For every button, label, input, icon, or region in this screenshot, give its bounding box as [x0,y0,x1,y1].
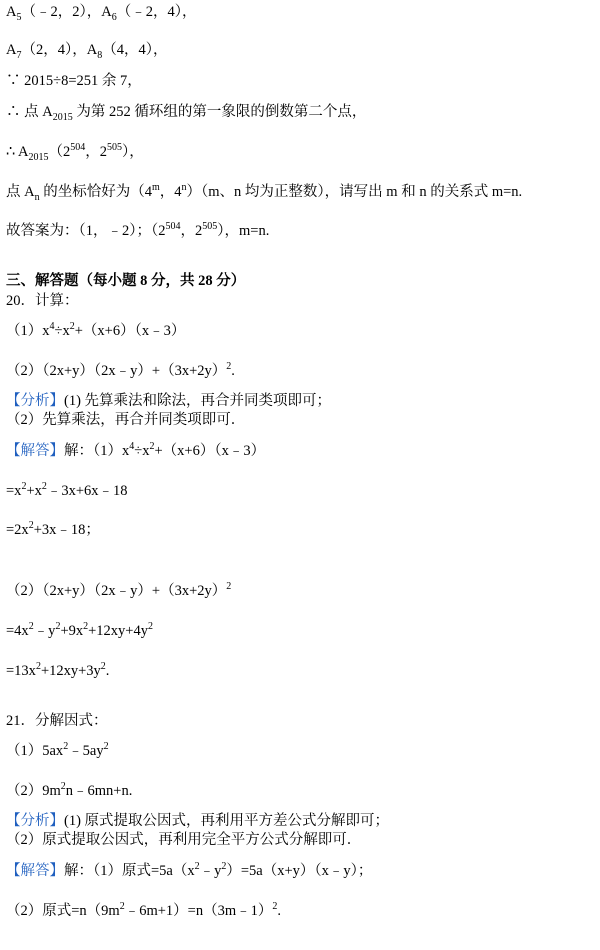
solution-tag: 【解答】 [6,863,64,879]
line-text: 解：（1）原式$=5a(x^2﹣y^2)=5a(x+y)(x﹣y)$； [64,861,373,879]
question-title-text: 20．计算： [6,293,79,309]
line-text: ∴ 点 $A_{2015}$ 为第 252 循环组的第一象限的倒数第二个点， [6,104,367,123]
solution-20-line-2 [6,482,128,500]
analysis-21-line-1 [6,812,389,830]
solution-20-line-1 [6,442,265,460]
line-text: 故答案为：（1，﹣2）；（$2^{504}$，$2^{505}$），m=n. [6,221,270,239]
text-line-answer [6,222,269,240]
line-text: $=13x^2+12xy+3y^2$. [6,661,110,679]
line-text: $(2)(2x+y)(2x﹣y)+(3x+2y)^2$. [6,361,235,379]
text-line-a7-a8 [6,41,167,59]
text-line-an-relation [6,183,522,201]
question-20-title [6,292,79,310]
question-title-text: 21．分解因式： [6,713,108,729]
line-text: $A_5(﹣2$，2），$A_6(﹣2$，4）， [6,4,197,23]
line-text: (1) 原式提取公因式，再利用平方差公式分解即可； [64,813,390,829]
line-text: （2）先算乘法，再合并同类项即可． [6,412,246,428]
question-21-part-1 [6,742,109,760]
line-text: ∵ 2015÷8=251 余 7， [6,73,142,89]
analysis-tag: 【分析】 [6,393,64,409]
solution-20-line-6 [6,662,109,680]
line-text: 点 $A_n$ 的坐标恰好为（4$^m$，4$^n$）（m、n 均为正整数），请写出 m 和 n 的关系式 m=n. [6,182,523,203]
line-text: (1) 先算乘法和除法，再合并同类项即可； [64,393,332,409]
line-text: $(2)9m^2n﹣6mn+n$. [6,781,133,799]
analysis-20-line-1 [6,392,331,410]
text-line-point-position [6,103,366,121]
question-21-title [6,712,108,730]
analysis-21-line-2 [6,831,361,849]
solution-21-line-2 [6,902,281,920]
line-text: $(1)x^4\div x^2+(x+6)(x﹣3)$ [6,321,186,339]
question-21-part-2 [6,782,132,800]
solution-tag: 【解答】 [6,443,64,459]
line-text: $A_7(2$，4），$A_8(4$，4）， [6,42,168,61]
solution-20-line-5 [6,622,153,640]
question-20-part-2 [6,362,235,380]
line-text: （2）原式提取公因式，再利用完全平方公式分解即可． [6,832,362,848]
line-text: ∴ $A_{2015}(2^{504}$，$2^{505}$）， [6,142,144,163]
line-text: $(1)5ax^2﹣5ay^2$ [6,741,109,759]
line-text: （2）原式$=n(9m^2﹣6m+1)=n(3m﹣1)^2$. [6,901,282,919]
line-text: $=4x^2﹣y^2+9x^2+12xy+4y^2$ [6,621,153,639]
line-text: 解：$(1)x^4\div x^2+(x+6)(x﹣3)$ [64,441,266,459]
solution-21-line-1 [6,862,372,880]
solution-20-line-4 [6,582,231,600]
analysis-20-line-2 [6,411,245,429]
text-line-a5-a6 [6,3,196,21]
analysis-tag: 【分析】 [6,813,64,829]
text-line-a2015-coords [6,143,144,161]
line-text: $(2)(2x+y)(2x﹣y)+(3x+2y)^2$ [6,581,232,599]
section-heading [6,272,245,290]
line-text: $=x^2+x^2﹣3x+6x﹣18$ [6,481,128,499]
text-line-division [6,72,142,90]
question-20-part-1 [6,322,185,340]
section-heading-text: 三、解答题（每小题 8 分，共 28 分） [6,273,246,289]
line-text: $=2x^2+3x﹣18$； [6,520,100,538]
solution-20-line-3 [6,521,100,539]
